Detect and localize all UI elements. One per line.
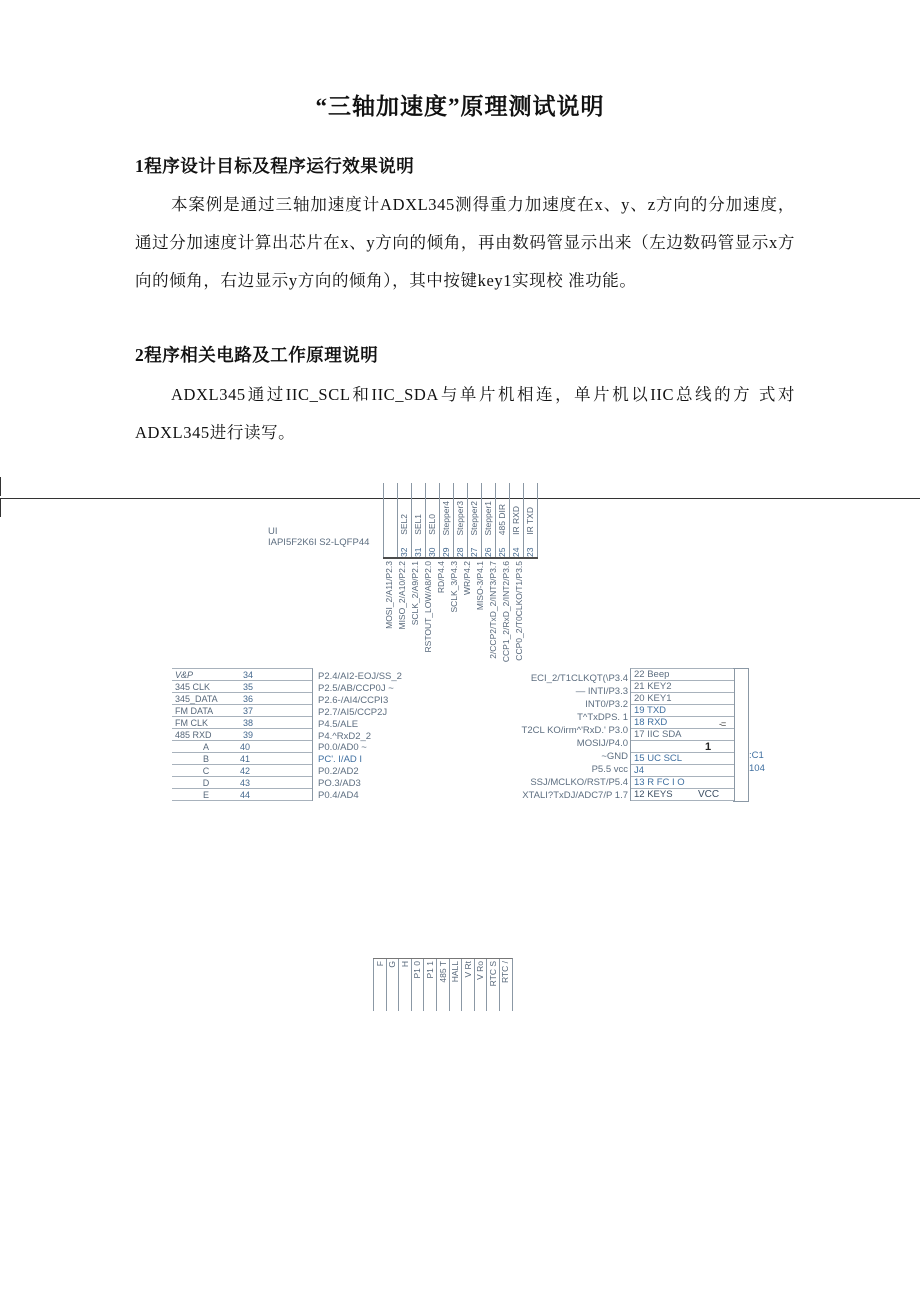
pin-number: 32	[399, 547, 410, 557]
net-label: D	[202, 777, 210, 788]
pin-function-label: 2/CCP2/TxD_2/INT3/P3.7	[488, 561, 499, 659]
pin-function-label: T2CL KO/irm^'RxD.' P3.0	[521, 725, 628, 736]
pin-column	[386, 959, 399, 1011]
net-label: Stepper3	[455, 500, 466, 535]
capacitor-label	[749, 749, 765, 775]
pin-number: 30	[427, 547, 438, 557]
pin-number: 26	[483, 547, 494, 557]
crystal-symbol: -=	[719, 719, 726, 729]
net-label: 345 CLK	[175, 681, 211, 692]
chip-reference-label	[268, 526, 369, 548]
net-label: C	[202, 765, 210, 776]
pin-cell: 12 KEYS	[634, 788, 673, 800]
pin-number: 39	[243, 729, 254, 740]
pin-cell: 22 Beep	[634, 668, 670, 680]
pin-row	[172, 777, 312, 789]
top-pin-row	[383, 483, 538, 557]
net-label: H	[399, 961, 410, 968]
pin-number: 29	[441, 547, 452, 557]
right-connector-strip	[733, 668, 749, 802]
pin-column	[373, 959, 386, 1011]
pin-function-label: SCLK_3/P4.3	[449, 561, 460, 613]
net-label: V Rt	[462, 961, 473, 978]
right-pin-functions	[408, 672, 628, 802]
pin-row	[631, 753, 734, 765]
pin-column	[474, 959, 487, 1011]
pin-column	[397, 483, 411, 557]
pin-number: 31	[413, 547, 424, 557]
pin-row	[631, 669, 734, 681]
net-label: IR RXD	[511, 506, 522, 535]
net-label: Stepper4	[441, 500, 452, 535]
pin-function-label: WR/P4.2	[462, 561, 473, 596]
chip-part-number: IAPI5F2K6I S2-LQFP44	[268, 537, 370, 548]
pin-function-label: P2.7/AI5/CCP2J	[318, 706, 388, 718]
pin-function-label: PO.3/AD3	[318, 778, 361, 790]
pin-cell: 19 TXD	[634, 704, 667, 716]
net-label: FM DATA	[175, 705, 214, 716]
pin-number: 36	[243, 693, 254, 704]
pin-cell: J4	[634, 764, 645, 776]
net-label: IR TXD	[525, 507, 536, 535]
pin-number: 28	[455, 547, 466, 557]
pin-function-label: P2.5/AB/CCP0J ~	[318, 682, 394, 694]
pin-column	[467, 483, 481, 557]
pin-function-label: MISO-3/P4.1	[475, 561, 486, 611]
pin-column	[398, 959, 411, 1011]
net-label: 345_DATA	[175, 693, 218, 704]
pin-function-label: P2.6-/AI4/CCPI3	[318, 694, 389, 706]
chip-ref: UI	[268, 526, 278, 537]
pin-row	[172, 741, 312, 753]
pin-number: 23	[525, 547, 536, 557]
pin-function-column	[409, 561, 422, 662]
pin-function-column	[383, 561, 396, 662]
pin-function-label: CCP1_2/RxD_2/INT2/P3.6	[501, 561, 512, 663]
pin-column	[481, 483, 495, 557]
pin-number: 44	[240, 789, 251, 800]
section-2-heading: 2程序相关电路及工作原理说明	[135, 345, 379, 365]
left-pin-table	[172, 668, 313, 801]
net-label: SEL0	[427, 514, 438, 535]
pin-function-label: MOSI_2/A11/P2.3	[384, 561, 395, 629]
pin-number: 24	[511, 547, 522, 557]
pin-row	[172, 789, 312, 801]
vcc-label: VCC	[698, 789, 720, 800]
pin-column	[423, 959, 436, 1011]
net-label: SEL1	[413, 514, 424, 535]
pin-function-label: T^TxDPS. 1	[577, 712, 628, 723]
pin-row	[172, 705, 312, 717]
section-2-paragraph: ADXL345通过IIC_SCL和IIC_SDA与单片机相连，单片机以IIC总线的方 式对ADXL345进行读写。	[135, 385, 795, 442]
pin-number: 25	[497, 547, 508, 557]
pin-column	[436, 959, 449, 1011]
pin-function-label: SSJ/MCLKO/RST/P5.4	[530, 777, 628, 788]
pin-function-label: ECI_2/T1CLKQT(\P3.4	[530, 673, 628, 684]
pin-function-label: P5.5 vcc	[591, 764, 628, 775]
pin-column	[425, 483, 439, 557]
pin-number: 42	[240, 765, 251, 776]
pin-function-column	[461, 561, 474, 662]
pin-column	[486, 959, 499, 1011]
pin-row	[172, 729, 312, 741]
pin-function-label: RD/P4.4	[436, 561, 447, 594]
pin-function-column	[487, 561, 500, 662]
net-label: FM CLK	[175, 717, 209, 728]
pin-function-label: P4.^RxD2_2	[318, 730, 372, 742]
top-pin-function-row	[383, 561, 526, 662]
pin-function-label: ~GND	[601, 751, 628, 762]
net-label: Stepper2	[469, 500, 480, 535]
pin-column	[499, 959, 512, 1011]
pin-function-column	[500, 561, 513, 662]
pin-cell: 21 KEY2	[634, 680, 672, 692]
pin-row	[631, 729, 734, 741]
net-label: E	[202, 789, 209, 800]
pin-function-label: P0.4/AD4	[318, 790, 359, 802]
pin-column	[411, 483, 425, 557]
pin-row	[172, 753, 312, 765]
pin-row	[172, 717, 312, 729]
net-label: V&P	[175, 669, 194, 680]
net-label: G	[387, 961, 398, 968]
pin-number: 34	[243, 669, 254, 680]
pin-function-label: MISO_2/A10/P2.2	[397, 561, 408, 630]
pin-function-label: SCLK_2/A9/P2.1	[410, 561, 421, 626]
pin-number: 27	[469, 547, 480, 557]
section-1-heading: 1程序设计目标及程序运行效果说明	[135, 156, 415, 176]
net-label: A	[202, 741, 209, 752]
capacitor-value: 104	[749, 763, 765, 774]
pin-row	[172, 693, 312, 705]
pin-column	[411, 959, 424, 1011]
pin-row	[631, 693, 734, 705]
net-label: RTC /	[500, 961, 511, 984]
net-label: F	[374, 961, 385, 967]
pin-row	[631, 741, 734, 753]
pin-column	[439, 483, 453, 557]
net-label: 485 RXD	[175, 729, 212, 740]
pin-function-label: P2.4/AI2-EOJ/SS_2	[318, 671, 402, 682]
net-label: SEL2	[399, 514, 410, 535]
pin-cell: 20 KEY1	[634, 692, 672, 704]
pin-function-column	[513, 561, 526, 662]
net-label: 485 DIR	[497, 503, 508, 535]
pin-number: 40	[240, 741, 251, 752]
left-pin-functions	[318, 671, 402, 802]
pin-cell: 13 R FC I O	[634, 776, 685, 788]
pin-function-label: MOSIJ/P4.0	[576, 738, 628, 749]
pin-function-label: INT0/P3.2	[585, 699, 628, 710]
pin-row	[631, 765, 734, 777]
pin-function-label: CCP0_2/T0CLKO/T1/P3.5	[514, 561, 525, 661]
circuit-schematic	[0, 478, 920, 1023]
pin-column	[449, 959, 462, 1011]
pin-row	[631, 681, 734, 693]
pin-row	[172, 765, 312, 777]
pin-cell: 17 IIC SDA	[634, 728, 682, 740]
net-label: HALL	[450, 961, 461, 983]
net-label: B	[202, 753, 209, 764]
pin-function-label: PC'. I/AD I	[318, 754, 363, 766]
pin16-mark: 1	[705, 741, 712, 753]
pin-number: 41	[240, 753, 251, 764]
pin-function-column	[435, 561, 448, 662]
pin-function-label: P4.5/ALE	[318, 718, 359, 730]
net-label: Stepper1	[483, 500, 494, 535]
pin-function-label: P0.0/AD0 ~	[318, 742, 367, 754]
pin-row	[631, 705, 734, 717]
net-label: 485 T	[437, 961, 448, 983]
pin-function-column	[422, 561, 435, 662]
pin-row	[631, 777, 734, 789]
pin-number: 38	[243, 717, 254, 728]
net-label: P1 0	[412, 961, 423, 979]
pin-function-column	[448, 561, 461, 662]
capacitor-reference: :C1	[749, 750, 764, 761]
pin-column	[383, 483, 397, 557]
pin-row	[172, 681, 312, 693]
right-pin-table	[630, 668, 735, 801]
pin-function-label: RSTOUT_LOW/A8/P2.0	[423, 561, 434, 653]
net-label: V Ro	[475, 961, 486, 980]
pin-function-label: — INTI/P3.3	[575, 686, 628, 697]
pin-column	[453, 483, 467, 557]
pin-cell: 18 RXD	[634, 716, 668, 728]
net-label: P1 1	[424, 961, 435, 979]
pin-function-label: P0.2/AD2	[318, 766, 359, 778]
pin-function-column	[474, 561, 487, 662]
pin-column	[495, 483, 509, 557]
pin-column	[523, 483, 537, 557]
pin-number: 35	[243, 681, 254, 692]
pin-function-column	[396, 561, 409, 662]
pin-function-label: XTALI?TxDJ/ADC7/P 1.7	[522, 790, 628, 801]
pin-row	[172, 669, 312, 681]
chip-top-edge	[383, 557, 538, 559]
net-label: RTC S	[487, 961, 498, 987]
page-title: “三轴加速度”原理测试说明	[315, 94, 605, 119]
bottom-pin-row	[373, 958, 513, 1011]
pin-column	[461, 959, 474, 1011]
pin-cell: 15 UC SCL	[634, 752, 683, 764]
pin-number: 37	[243, 705, 254, 716]
section-1-paragraph: 本案例是通过三轴加速度计ADXL345测得重力加速度在x、y、z方向的分加速度，通过分加速度计算出芯片在x、y方向的倾角，再由数码管显示出来（左边数码管显示x方向的倾角，右边显示y方向的倾角），其中按键key1实现校 准功能。	[135, 195, 795, 290]
pin-column	[509, 483, 523, 557]
pin-number: 43	[240, 777, 251, 788]
